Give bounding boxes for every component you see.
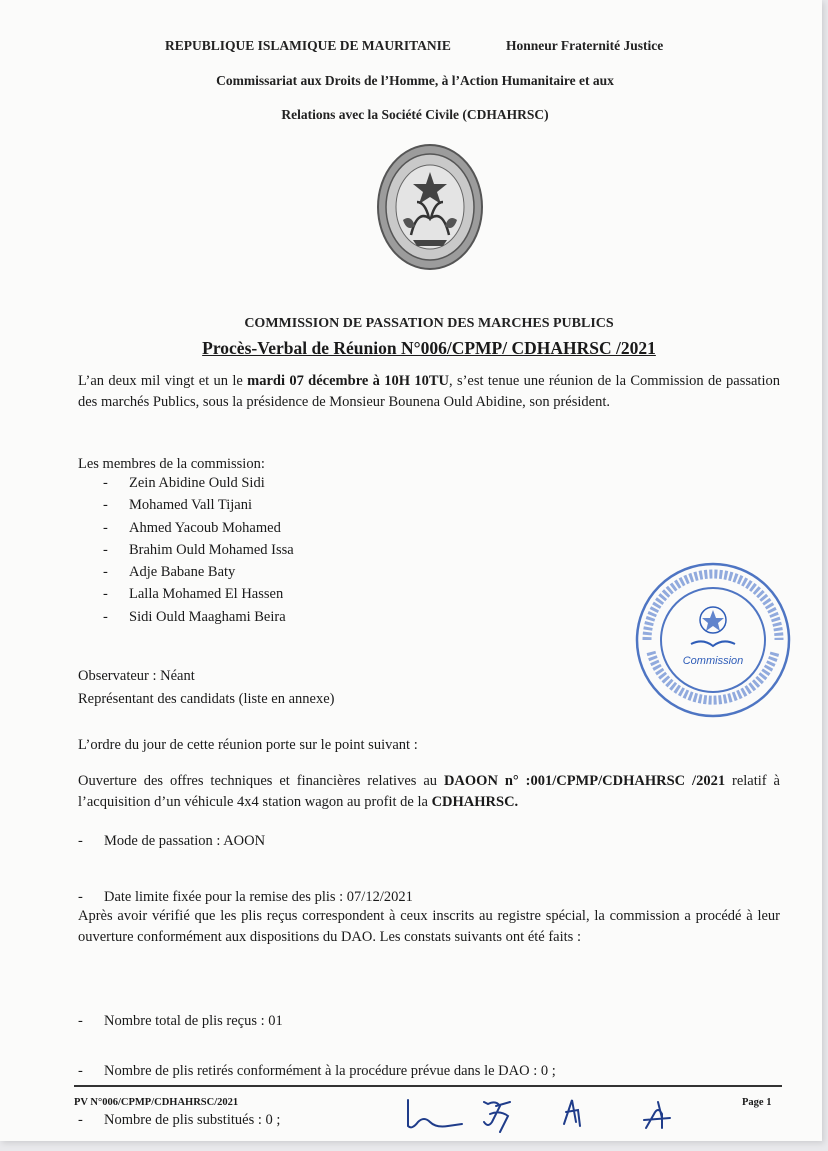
- stamp-label: Commission: [682, 655, 744, 667]
- list-item: - Sidi Ould Maaghami Beira: [103, 608, 286, 625]
- tender-reference: DAOON n° :001/CPMP/CDHAHRSC /2021: [443, 773, 726, 789]
- submission-deadline: - Date limite fixée pour la remise des plis : 07/12/2021: [78, 889, 413, 905]
- list-item: - Zein Abidine Ould Sidi: [103, 475, 265, 491]
- finding-item: - Nombre total de plis reçus : 01: [78, 1013, 283, 1029]
- verification-paragraph: Après avoir vérifié que les plis reçus correspondent à ceux inscrits au registre spécial, la commission a procédé à leur ouverture conformément aux dispositions du DAO. Les constats suivants ont été faits :: [78, 908, 780, 945]
- mauritania-national-seal-icon: [373, 140, 488, 275]
- members-list: [103, 472, 294, 628]
- agenda-text-1: Ouverture des offres techniques et financières relatives au: [78, 773, 444, 789]
- country-name: REPUBLIQUE ISLAMIQUE DE MAURITANIE: [165, 38, 451, 53]
- intro-text-1: L’an deux mil vingt et un le: [78, 373, 248, 389]
- footer-reference: PV N°006/CPMP/CDHAHRSC/2021: [74, 1097, 239, 1108]
- observer-line: Observateur : Néant: [78, 668, 195, 684]
- national-motto: Honneur Fraternité Justice: [506, 38, 664, 53]
- beneficiary-org: CDHAHRSC.: [431, 794, 519, 810]
- commission-title: COMMISSION DE PASSATION DES MARCHES PUBLICS: [244, 316, 614, 331]
- document-title: Procès-Verbal de Réunion N°006/CPMP/ CDHAHRSC /2021: [202, 338, 656, 358]
- agenda-intro: L’ordre du jour de cette réunion porte sur le point suivant :: [78, 737, 418, 753]
- list-item: - Lalla Mohamed El Hassen: [103, 586, 284, 603]
- footer-divider: [74, 1085, 782, 1087]
- agenda-text-2: relatif à l’acquisition d’un véhicule 4x4 station wagon au profit de la: [78, 773, 780, 810]
- representatives-line: Représentant des candidats (liste en annexe): [78, 691, 335, 707]
- list-item: - Ahmed Yacoub Mohamed: [103, 519, 281, 536]
- meeting-date: mardi 07 décembre à 10H 10TU: [247, 373, 449, 389]
- intro-text-2: , s’est tenue une réunion de la Commission de passation des marchés Publics, sous la présidence de Monsieur Bounena Ould Abidine, son président.: [78, 373, 780, 410]
- list-item: - Brahim Ould Mohamed Issa: [103, 541, 294, 558]
- institution-line-1: Commissariat aux Droits de l’Homme, à l’Action Humanitaire et aux: [216, 73, 614, 88]
- institution-line-2: Relations avec la Société Civile (CDHAHRSC): [281, 107, 549, 122]
- finding-item: - Nombre de plis retirés conformément à la procédure prévue dans le DAO : 0 ;: [78, 1063, 556, 1079]
- commission-stamp-icon: [633, 560, 793, 720]
- procurement-mode: - Mode de passation : AOON: [78, 833, 266, 849]
- intro-paragraph: [78, 371, 780, 413]
- page-number: Page 1: [742, 1097, 772, 1108]
- agenda-paragraph: [78, 771, 780, 813]
- members-label: Les membres de la commission:: [78, 456, 265, 472]
- list-item: - Mohamed Vall Tijani: [103, 497, 252, 514]
- handwritten-initials-icon: [400, 1092, 690, 1140]
- list-item: - Adje Babane Baty: [103, 564, 236, 581]
- finding-item: - Nombre de plis substitués : 0 ;: [78, 1112, 281, 1128]
